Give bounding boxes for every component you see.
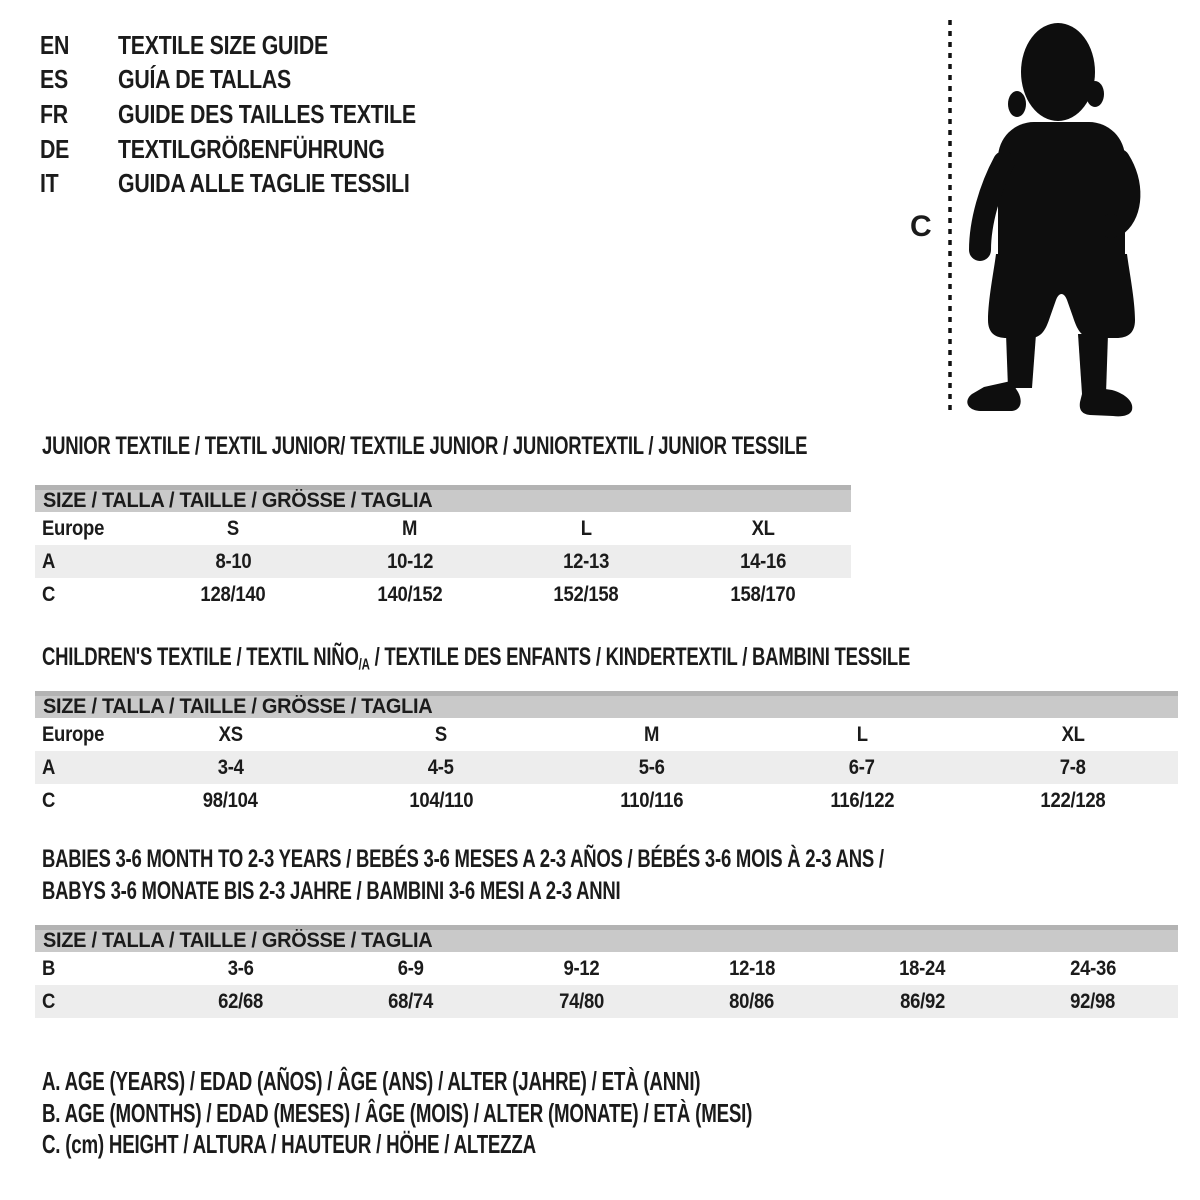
table-row (35, 512, 851, 545)
size-header-bar: SIZE / TALLA / TAILLE / GRÖSSE / TAGLIA (35, 691, 1178, 718)
row-label: Europe (42, 516, 105, 540)
size-cell: 5-6 (638, 755, 665, 779)
size-header-bar: SIZE / TALLA / TAILLE / GRÖSSE / TAGLIA (35, 485, 851, 512)
language-title-list (40, 28, 481, 201)
size-cell: 14-16 (739, 549, 786, 573)
toddler-silhouette-icon (898, 10, 1164, 424)
language-row (40, 166, 481, 201)
size-cell: 62/68 (217, 989, 263, 1013)
table-row (35, 985, 1178, 1018)
language-code: IT (40, 168, 59, 199)
size-header-bar: SIZE / TALLA / TAILLE / GRÖSSE / TAGLIA (35, 925, 1178, 952)
table-row (35, 578, 851, 611)
size-cell: XL (751, 516, 775, 540)
children-section-title: CHILDREN'S TEXTILE / TEXTIL NIÑO/A / TEXTILE DES ENFANTS / KINDERTEXTIL / BAMBINI TESSILE (42, 643, 911, 674)
size-cell: 68/74 (388, 989, 434, 1013)
size-cell: 80/86 (729, 989, 775, 1013)
row-label: C (42, 788, 56, 812)
language-code: DE (40, 133, 70, 164)
row-label: B (42, 956, 56, 980)
size-cell: 24-36 (1069, 956, 1116, 980)
row-label: A (42, 549, 56, 573)
language-row (40, 63, 481, 98)
size-cell: 8-10 (215, 549, 252, 573)
size-cell: L (580, 516, 592, 540)
junior-size-table (35, 485, 851, 611)
size-cell: 128/140 (200, 582, 266, 606)
size-cell: 4-5 (427, 755, 454, 779)
size-cell: 140/152 (377, 582, 443, 606)
size-cell: 74/80 (558, 989, 604, 1013)
size-cell: 122/128 (1040, 788, 1106, 812)
row-label: Europe (42, 722, 105, 746)
language-code: EN (40, 29, 70, 60)
legend-line: A. AGE (YEARS) / EDAD (AÑOS) / ÂGE (ANS) / ALTER (JAHRE) / ETÀ (ANNI) (42, 1066, 701, 1097)
language-title: GUÍA DE TALLAS (118, 64, 292, 95)
size-cell: 110/116 (620, 788, 683, 812)
children-size-table (35, 691, 1178, 817)
junior-section-title: JUNIOR TEXTILE / TEXTIL JUNIOR/ TEXTILE JUNIOR / JUNIORTEXTIL / JUNIOR TESSILE (42, 432, 808, 460)
title-subscript: /A (358, 656, 370, 674)
legend-line: B. AGE (MONTHS) / EDAD (MESES) / ÂGE (MOIS) / ALTER (MONATE) / ETÀ (MESI) (42, 1097, 753, 1128)
size-cell: 18-24 (899, 956, 946, 980)
row-label: C (42, 989, 56, 1013)
size-cell: M (402, 516, 418, 540)
table-row (35, 545, 851, 578)
language-title: TEXTILE SIZE GUIDE (118, 29, 328, 60)
size-cell: 116/122 (830, 788, 895, 812)
language-title: TEXTILGRÖßENFÜHRUNG (118, 133, 385, 164)
toddler-figure (898, 10, 1164, 424)
language-title: GUIDA ALLE TAGLIE TESSILI (118, 168, 410, 199)
size-cell: 3-6 (227, 956, 254, 980)
size-cell: S (434, 722, 447, 746)
size-cell: S (227, 516, 240, 540)
size-cell: XL (1061, 722, 1085, 746)
language-code: FR (40, 98, 68, 129)
size-cell: 6-7 (849, 755, 876, 779)
size-cell: 104/110 (408, 788, 473, 812)
size-cell: 12-13 (563, 549, 610, 573)
language-row (40, 28, 481, 63)
legend-line: C. (cm) HEIGHT / ALTURA / HAUTEUR / HÖHE / ALTEZZA (42, 1129, 536, 1160)
size-cell: L (856, 722, 868, 746)
size-cell: 152/158 (553, 582, 619, 606)
table-row (35, 952, 1178, 985)
language-row (40, 132, 481, 167)
size-cell: 10-12 (386, 549, 433, 573)
size-cell: 9-12 (563, 956, 600, 980)
size-cell: 98/104 (202, 788, 258, 812)
size-cell: XS (218, 722, 243, 746)
table-row (35, 718, 1178, 751)
language-row (40, 97, 481, 132)
size-cell: 6-9 (397, 956, 424, 980)
size-cell: 158/170 (730, 582, 796, 606)
row-label: C (42, 582, 56, 606)
size-cell: M (643, 722, 660, 746)
babies-section-title: BABIES 3-6 MONTH TO 2-3 YEARS / BEBÉS 3-6 MESES A 2-3 AÑOS / BÉBÉS 3-6 MOIS À 2-3 ANS / BABYS 3-6 MONATE BIS 2-3 JAHRE / BAMBINI 3-6 MESI A 2-3 ANNI (42, 845, 884, 905)
table-row (35, 751, 1178, 784)
size-cell: 86/92 (899, 989, 945, 1013)
row-label: A (42, 755, 56, 779)
size-cell: 92/98 (1070, 989, 1116, 1013)
legend (42, 1066, 1028, 1161)
size-cell: 7-8 (1059, 755, 1086, 779)
language-code: ES (40, 64, 68, 95)
size-cell: 12-18 (728, 956, 775, 980)
table-row (35, 784, 1178, 817)
babies-size-table (35, 925, 1178, 1018)
language-title: GUIDE DES TAILLES TEXTILE (118, 98, 416, 129)
size-cell: 3-4 (217, 755, 244, 779)
height-label: C (910, 210, 932, 243)
